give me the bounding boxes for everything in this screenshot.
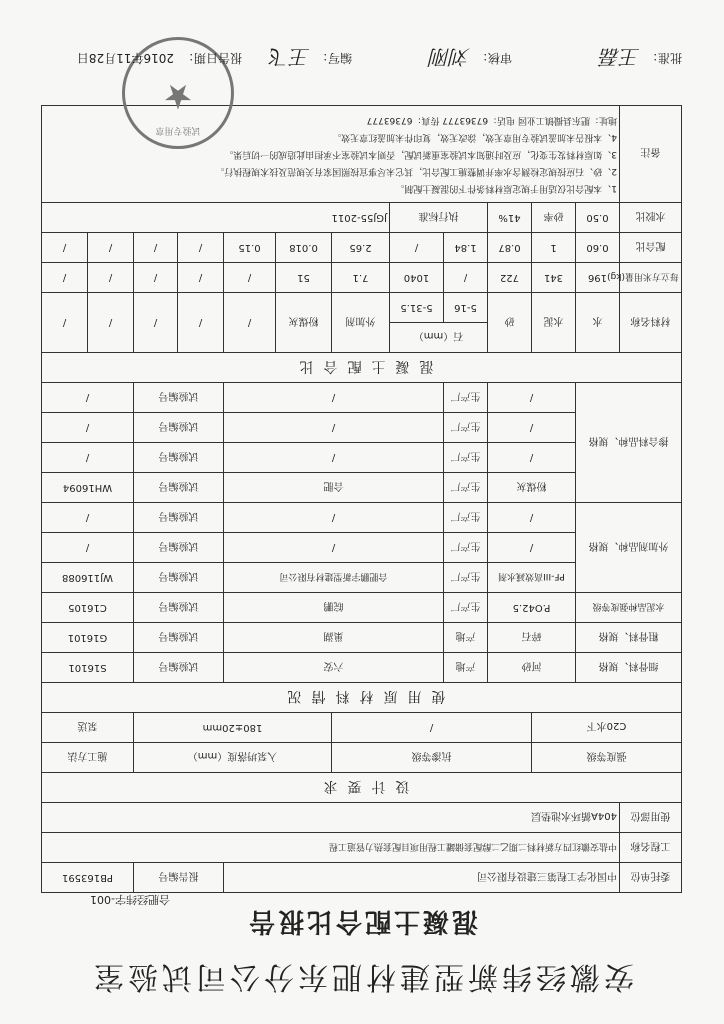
notes-label: 备注	[620, 106, 682, 203]
additive-row-1	[41, 473, 681, 503]
mix-mass-cell: /	[224, 263, 276, 293]
mix-col-blank: /	[224, 293, 276, 353]
mix-col-sand: 砂	[488, 293, 532, 353]
mix-ratio-cell: 0.87	[488, 233, 532, 263]
note-line: 2、砂、石应按规定检测含水率并调整施工配合比，其它未尽事宜按照国家有关规范及技术规程执行。	[215, 166, 617, 177]
mix-mass-cell: /	[178, 263, 224, 293]
additive-mfr: /	[224, 443, 444, 473]
note-line: 1、本配合比仅适用于规定原材料条件下的混凝土配制。	[395, 183, 617, 194]
cement-test-no: C16105	[41, 593, 133, 623]
signature-footer	[42, 39, 682, 79]
design-section-row	[41, 773, 681, 803]
cement-test-label: 试验编号	[134, 593, 224, 623]
mix-mass-cell: 341	[532, 263, 576, 293]
mix-col-cement: 水泥	[532, 293, 576, 353]
stone-origin-label: 产地	[444, 623, 488, 653]
sand-ratio-label: 砂率	[532, 203, 576, 233]
design-section-title: 设计要求	[41, 773, 681, 803]
mix-mass-row	[41, 263, 681, 293]
mix-col-blank: /	[134, 293, 178, 353]
sand-origin: 六安	[224, 653, 444, 683]
cement-mfr: 皖鹏	[224, 593, 444, 623]
design-value-row	[41, 713, 681, 743]
stone-test-no: G16101	[41, 623, 133, 653]
additive-mfr-label: 生产厂	[444, 443, 488, 473]
cement-label: 水泥品种强度等级	[576, 593, 682, 623]
strength-label: 强度等级	[532, 743, 682, 773]
project-label: 工程名称	[620, 833, 682, 863]
additive-mfr-label: 生产厂	[444, 383, 488, 413]
admixture-test-label: 试验编号	[134, 503, 224, 533]
report-date: 2016年11月28日	[76, 51, 174, 65]
sand-test-label: 试验编号	[134, 653, 224, 683]
project-row	[41, 833, 681, 863]
form-number: 合肥经纬字-001	[90, 893, 170, 906]
sand-ratio-value: 41%	[488, 203, 532, 233]
materials-section-row	[41, 683, 681, 713]
additive-mfr: /	[224, 413, 444, 443]
admixture-mfr-label: 生产厂	[444, 503, 488, 533]
stone-origin: 巢湖	[224, 623, 444, 653]
design-header-row	[41, 743, 681, 773]
mix-ratio-cell: /	[41, 233, 87, 263]
mix-ratio-cell: 0.15	[224, 233, 276, 263]
admixture-mfr: /	[224, 533, 444, 563]
sand-row	[41, 653, 681, 683]
stone-row	[41, 623, 681, 653]
writer-label: 编写：	[315, 51, 352, 65]
mix-col-stone-5-16: 5-16	[444, 293, 488, 323]
admixture-test-no: /	[41, 503, 133, 533]
mix-ratio-cell: /	[178, 233, 224, 263]
mix-ratio-cell: 0.60	[576, 233, 620, 263]
admixture-row-1	[41, 563, 681, 593]
client-label: 委托单位	[620, 863, 682, 893]
stone-name: 碎石	[488, 623, 576, 653]
mix-mass-cell: /	[444, 263, 488, 293]
slump-value: 180±20mm	[134, 713, 332, 743]
mix-col-blank: /	[88, 293, 134, 353]
report-no-label: 报告编号	[134, 863, 224, 893]
additive-name: 粉煤灰	[488, 473, 576, 503]
cement-grade: P.O42.5	[488, 593, 576, 623]
mix-mass-cell: 722	[488, 263, 532, 293]
approver-label: 批准：	[645, 51, 682, 65]
stone-test-label: 试验编号	[134, 623, 224, 653]
mix-col-stone-5-31: 5-31.5	[390, 293, 444, 323]
mix-header-row-1	[41, 323, 681, 353]
admixture-label: 外加剂品种、规格	[576, 503, 682, 593]
stamp-text: 试验专用章	[155, 125, 201, 135]
client-value: 中国化学工程第三建设有限公司	[224, 863, 620, 893]
lab-title: 安徽经纬新型建材肥东分公司试验室	[90, 959, 634, 994]
cement-row	[41, 593, 681, 623]
admixture-test-no: WJ116088	[41, 563, 133, 593]
client-row	[41, 863, 681, 893]
sand-test-no: S16101	[41, 653, 133, 683]
mix-mass-cell: 7.1	[332, 263, 390, 293]
mix-stone-label: 石（mm）	[390, 323, 488, 353]
seepage-label: 抗渗等级	[332, 743, 532, 773]
admixture-mfr-label: 生产厂	[444, 533, 488, 563]
admixture-test-label: 试验编号	[134, 563, 224, 593]
reviewer-label: 审核：	[475, 51, 512, 65]
mix-mass-cell: /	[41, 263, 87, 293]
additive-test-label: 试验编号	[134, 383, 224, 413]
sand-origin-label: 产地	[444, 653, 488, 683]
cement-mfr-label: 生产厂	[444, 593, 488, 623]
additive-test-no: /	[41, 413, 133, 443]
mix-col-blank: /	[41, 293, 87, 353]
mix-mass-cell: /	[88, 263, 134, 293]
additive-label: 掺合料品种、规格	[576, 383, 682, 503]
additive-test-no: WH16094	[41, 473, 133, 503]
admixture-test-no: /	[41, 533, 133, 563]
star-icon: ★	[162, 76, 194, 116]
material-name-label: 材料名称	[620, 293, 682, 353]
mix-ratio-cell: 0.018	[276, 233, 332, 263]
sand-name: 河砂	[488, 653, 576, 683]
admixture-test-label: 试验编号	[134, 533, 224, 563]
standard-label: 执行标准	[390, 203, 488, 233]
additive-test-label: 试验编号	[134, 443, 224, 473]
slump-label: 入泵坍落度（mm）	[134, 743, 332, 773]
mix-mass-cell: 51	[276, 263, 332, 293]
sand-label: 细骨料、规格	[576, 653, 682, 683]
note-line: 4、本报告未加盖试验专用章无效，涂改无效，复印件未加盖红章无效。	[332, 132, 617, 143]
additive-mfr-label: 生产厂	[444, 413, 488, 443]
part-row	[41, 803, 681, 833]
mix-ratio-cell: /	[88, 233, 134, 263]
project-value: 中盐安徽红四方新材料二期乙二醇配套储罐工程用项目配套热力管道工程	[41, 833, 619, 863]
wc-ratio-label: 水胶比	[620, 203, 682, 233]
mix-ratio-cell: 1	[532, 233, 576, 263]
additive-mfr: /	[224, 383, 444, 413]
part-value: 404A循环水池垫层	[41, 803, 619, 833]
admixture-name: PF-III高效减水剂	[488, 563, 576, 593]
method-value: 泵送	[41, 713, 133, 743]
mix-mass-cell: 1040	[390, 263, 444, 293]
additive-name: /	[488, 443, 576, 473]
note-line: 3、如原材料发生变化，应及时通知本试验室重新试配，否则本试验室不承担由此造成的一切后果。	[224, 149, 617, 160]
admixture-mfr: /	[224, 503, 444, 533]
mix-ratio-row	[41, 233, 681, 263]
additive-test-no: /	[41, 383, 133, 413]
additive-test-label: 试验编号	[134, 413, 224, 443]
mix-ratio-cell: 1.84	[444, 233, 488, 263]
mix-ratio-label: 配合比	[620, 233, 682, 263]
report-no-value: PB163591	[41, 863, 133, 893]
standard-value: JGJ55-2011	[41, 203, 389, 233]
mix-ratio-cell: /	[390, 233, 444, 263]
mix-ratio-cell: /	[134, 233, 178, 263]
part-label: 使用部位	[620, 803, 682, 833]
additive-mfr: 合肥	[224, 473, 444, 503]
approver-signature: 王磊	[600, 45, 640, 69]
stone-label: 粗骨料、规格	[576, 623, 682, 653]
mix-summary-row	[41, 203, 681, 233]
date-label: 报告日期：	[181, 51, 242, 65]
mix-col-admixture: 外加剂	[332, 293, 390, 353]
mix-mass-cell: /	[134, 263, 178, 293]
report-title: 混凝土配合比报告	[246, 906, 479, 936]
wc-ratio-value: 0.50	[576, 203, 620, 233]
mix-col-water: 水	[576, 293, 620, 353]
mix-section-row	[41, 353, 681, 383]
admixture-mfr: 合肥鹏宇新型建材有限公司	[224, 563, 444, 593]
mix-mass-label: 每立方米用量(kg)	[620, 263, 682, 293]
mix-col-blank: /	[178, 293, 224, 353]
mix-ratio-cell: 2.65	[332, 233, 390, 263]
mix-section-title: 混凝土配合比	[41, 353, 681, 383]
admixture-name: /	[488, 503, 576, 533]
additive-name: /	[488, 413, 576, 443]
additive-test-label: 试验编号	[134, 473, 224, 503]
materials-section-title: 使用原材料情况	[41, 683, 681, 713]
mix-report-table	[41, 105, 682, 893]
additive-name: /	[488, 383, 576, 413]
additive-mfr-label: 生产厂	[444, 473, 488, 503]
admixture-name: /	[488, 533, 576, 563]
strength-value: C20水下	[532, 713, 682, 743]
note-line: 地址：肥东县撮镇工业园 电话：67363777 传真：67363777	[366, 115, 617, 126]
seepage-value: /	[332, 713, 532, 743]
mix-mass-cell: 196	[576, 263, 620, 293]
method-label: 施工方法	[41, 743, 133, 773]
reviewer-signature: 刘刚	[430, 45, 470, 69]
additive-test-no: /	[41, 443, 133, 473]
mix-col-flyash: 粉煤灰	[276, 293, 332, 353]
writer-signature: 王飞	[270, 45, 310, 69]
admixture-mfr-label: 生产厂	[444, 563, 488, 593]
